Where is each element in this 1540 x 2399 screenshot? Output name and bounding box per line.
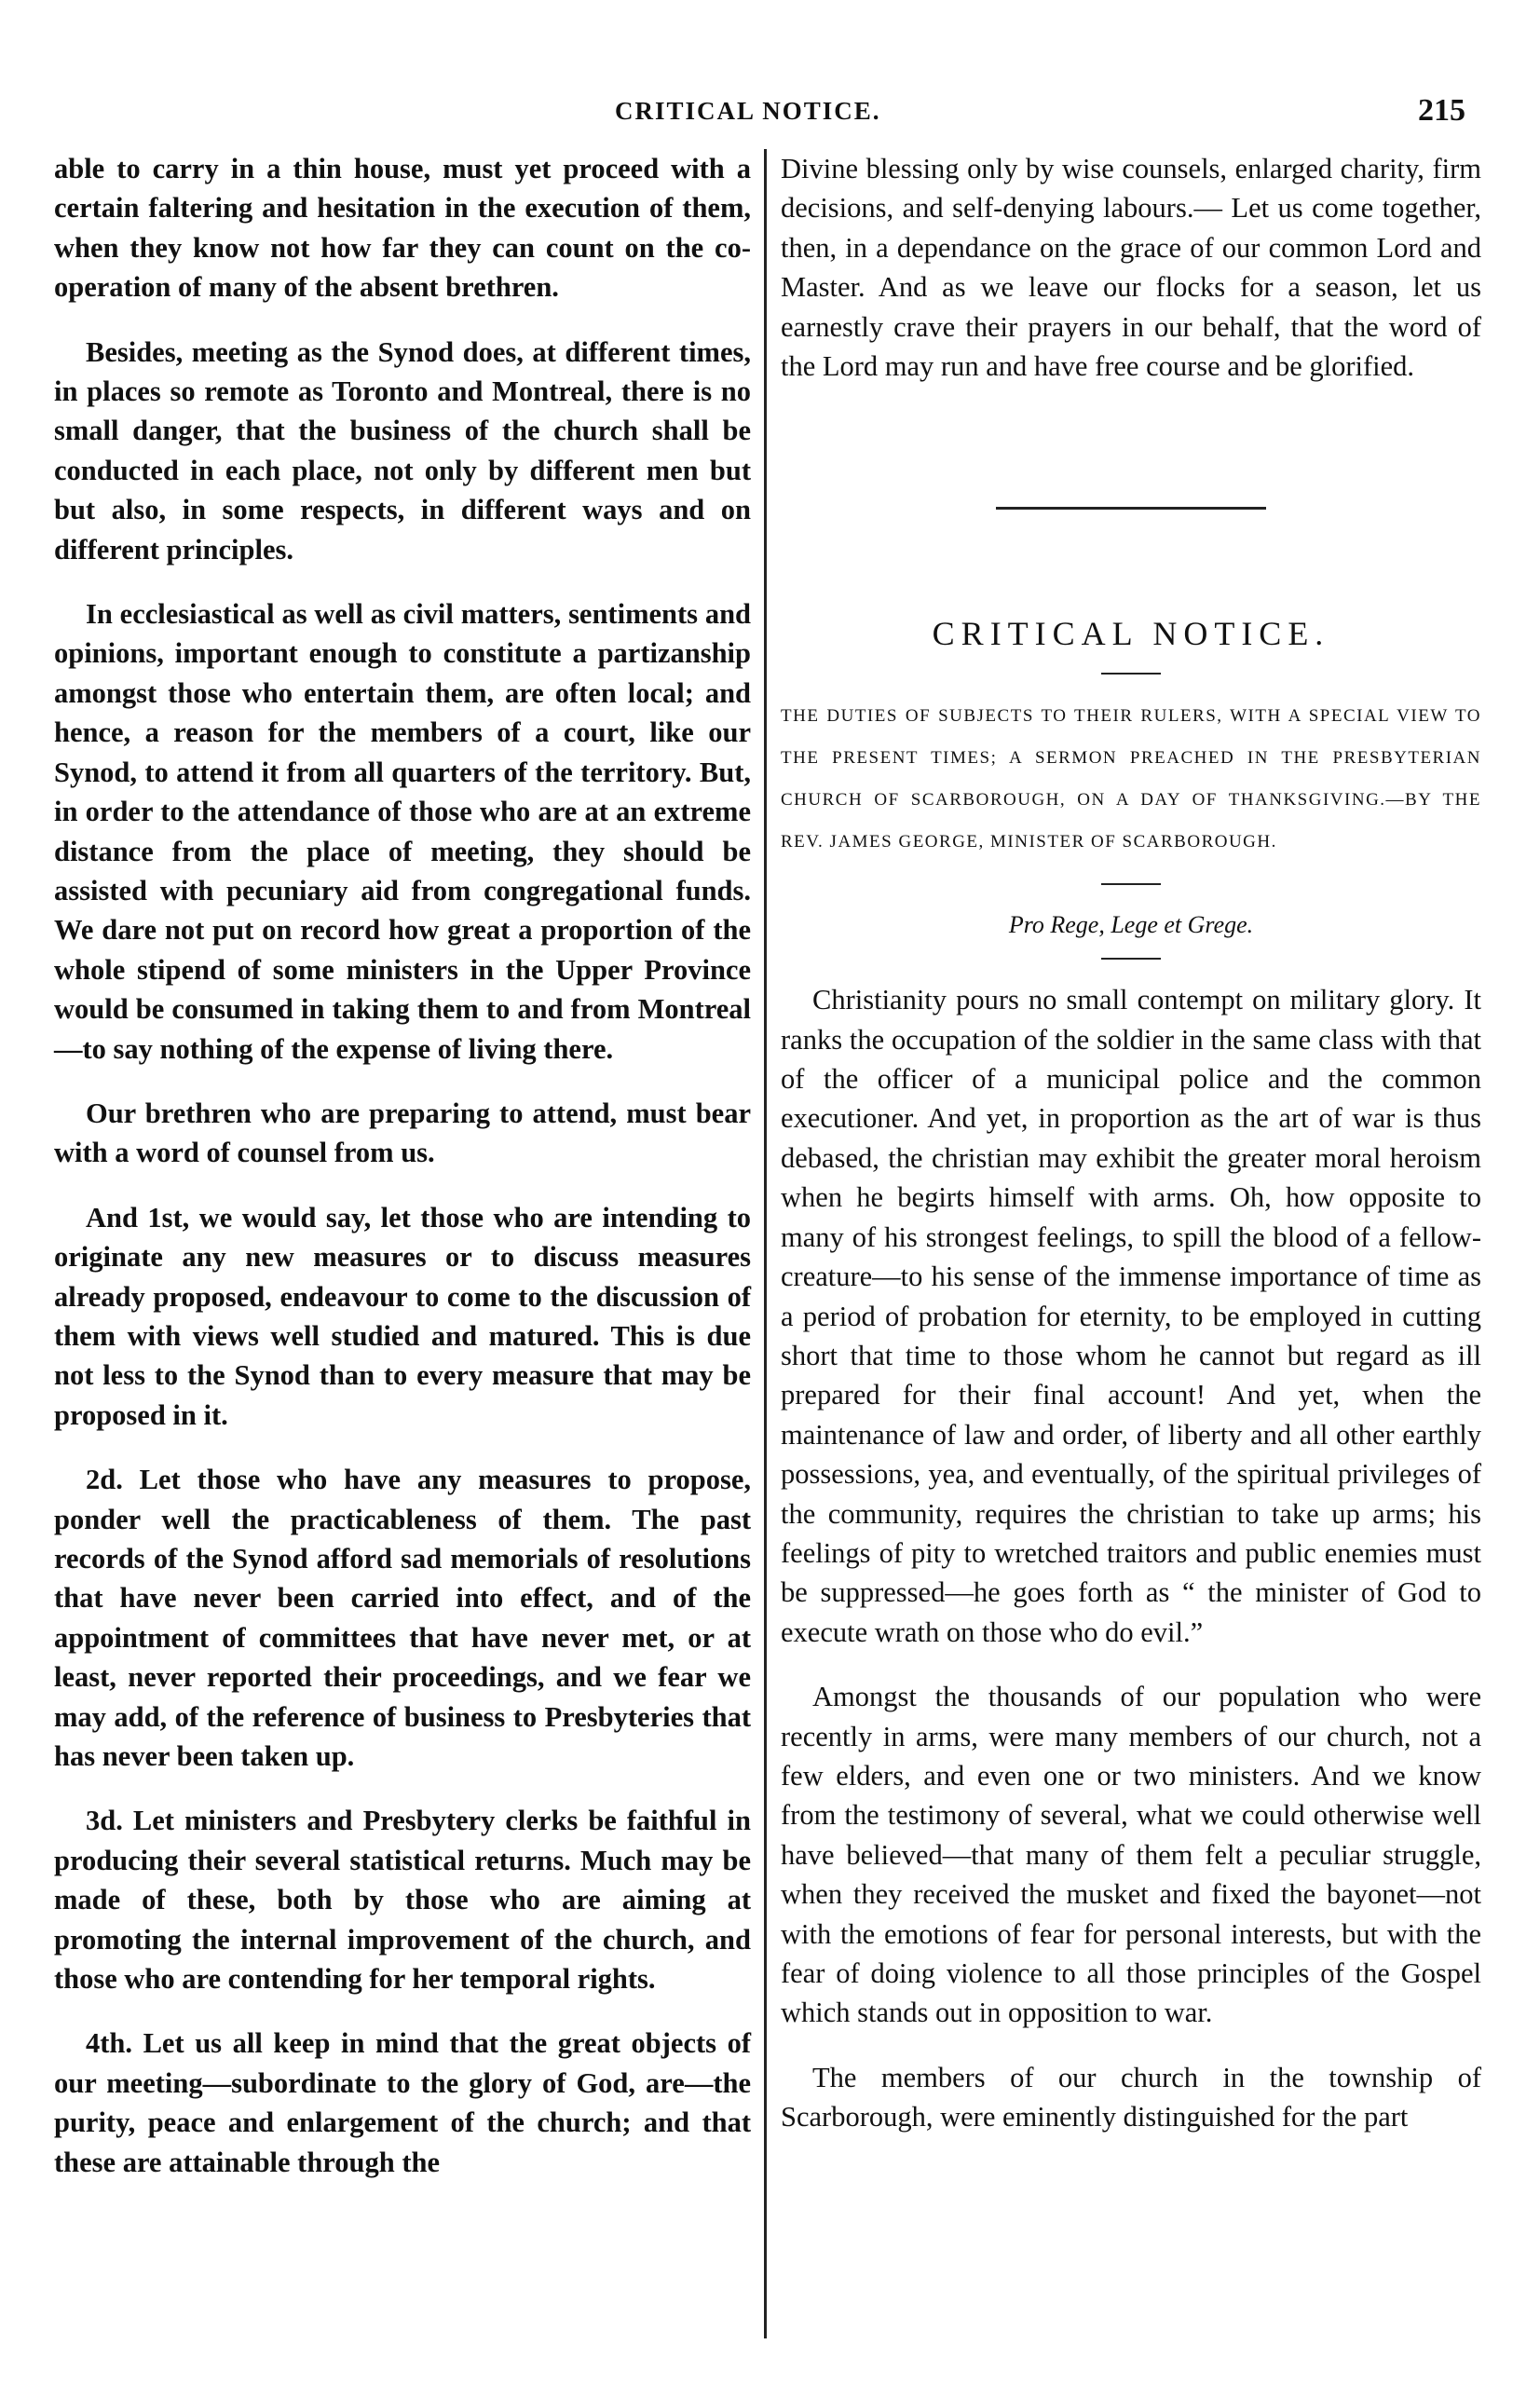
- column-divider: [764, 149, 767, 2338]
- paragraph: And 1st, we would say, let those who are intending to originate any new measures or to discuss measures already proposed, endeavour to come to the discussion of them with views well studied and matured. This is due not less to the Synod than to every measure that may be proposed in it.: [54, 1201, 751, 1431]
- paragraph: Besides, meeting as the Synod does, at different times, in places so remote as Toronto and Montreal, there is no small danger, that the business of the church shall be conducted in each place, not only by different men but but also, in some respects, in different ways and on different principles.: [54, 335, 751, 566]
- motto: Pro Rege, Lege et Grege.: [1008, 910, 1254, 938]
- paragraph: Amongst the thousands of our population who were recently in arms, were many members of our church, not a few elders, and even one or two ministers. And we know from the testimony of several, what we could otherwise well have believed—that many of them felt a peculiar struggle, when they received the musket and fixed the bayonet—not with the emotions of fear for personal interests, but with the fear of doing violence to all those principles of the Gospel which stands out in opposition to war.: [781, 1681, 1481, 2029]
- paragraph: Divine blessing only by wise counsels, enlarged charity, firm decisions, and self-denying labours.— Let us come together, then, in a dependance on the grace of our common Lord and Master. And as we leave our flocks for a season, let us earnestly crave their prayers in our behalf, that the word of the Lord may run and have free course and be glorified.: [781, 153, 1481, 383]
- paragraph: Our brethren who are preparing to attend, must bear with a word of counsel from us.: [54, 1097, 751, 1169]
- paragraph: Christianity pours no small contempt on military glory. It ranks the occupation of the soldier in the same class with that of the officer of a municipal police and the common executioner. And yet, in proportion as the art of war is thus debased, the christian may exhibit the greater moral heroism when he begirts himself with arms. Oh, how opposite to many of his strongest feelings, to spill the blood of a fellow-creature—to his sense of the immense importance of time as a period of probation for eternity, to be employed in cutting short that time to those whom he cannot but regard as ill prepared for their final account! And yet, when the maintenance of law and order, of liberty and all other earthly possessions, yea, and eventually, of the spiritual privileges of the community, requires the christian to take up arms; his feelings of pity to wretched traitors and public enemies must be suppressed—he goes forth as “ the minister of God to execute wrath on those who do evil.”: [781, 984, 1481, 1648]
- left-column: [54, 149, 751, 2207]
- paragraph: The members of our church in the township of Scarborough, were eminently distinguished for the part: [781, 2061, 1481, 2133]
- paragraph: able to carry in a thin house, must yet proceed with a certain faltering and hesitation in the execution of them, when they know not how far they can count on the co-operation of many of the absent brethren.: [54, 153, 751, 304]
- paragraph: 3d. Let ministers and Presbytery clerks be faithful in producing their several statistical returns. Much may be made of these, both by those who are aiming at promoting the internal improvement of the church, and those who are contending for her temporal rights.: [54, 1805, 751, 1996]
- section-heading: CRITICAL NOTICE.: [932, 615, 1330, 653]
- right-column: [781, 149, 1481, 2162]
- paragraph: 4th. Let us all keep in mind that the great objects of our meeting—subordinate to the glory of God, are—the purity, peace and enlargement of the church; and that these are attainable through the: [54, 2027, 751, 2178]
- short-rule: [1101, 883, 1161, 885]
- sermon-title: THE DUTIES OF SUBJECTS TO THEIR RULERS, WITH A SPECIAL VIEW TO THE PRESENT TIMES; A SERMON PREACHED IN THE PRESBYTERIAN CHURCH OF SCARBOROUGH, ON A DAY OF THANKSGIVING.—BY THE REV. JAMES GEORGE, MINISTER OF SCARBOROUGH.: [781, 705, 1481, 852]
- running-title: CRITICAL NOTICE.: [615, 97, 881, 125]
- running-head: [0, 93, 1540, 134]
- paragraph: 2d. Let those who have any measures to propose, ponder well the practicableness of them. The past records of the Synod afford sad memorials of resolutions that have never been carried into effect, and of the appointment of committees that have never met, or at least, never reported their proceedings, and we fear we may add, of the reference of business to Presbyteries that has never been taken up.: [54, 1464, 751, 1773]
- short-rule: [1101, 673, 1161, 675]
- section-separator: [996, 507, 1266, 510]
- paragraph: In ecclesiastical as well as civil matters, sentiments and opinions, important enough to constitute a partizanship amongst those who entertain them, are often local; and hence, a reason for the members of a court, like our Synod, to attend it from all quarters of the territory. But, in order to the attendance of those who are at an extreme distance from the place of meeting, they should be assisted with pecuniary aid from congregational funds. We dare not put on record how great a proportion of the whole stipend of some ministers in the Upper Province would be consumed in taking them to and from Montreal—to say nothing of the expense of living there.: [54, 598, 751, 1065]
- short-rule: [1101, 958, 1161, 960]
- page-number: 215: [1418, 93, 1465, 128]
